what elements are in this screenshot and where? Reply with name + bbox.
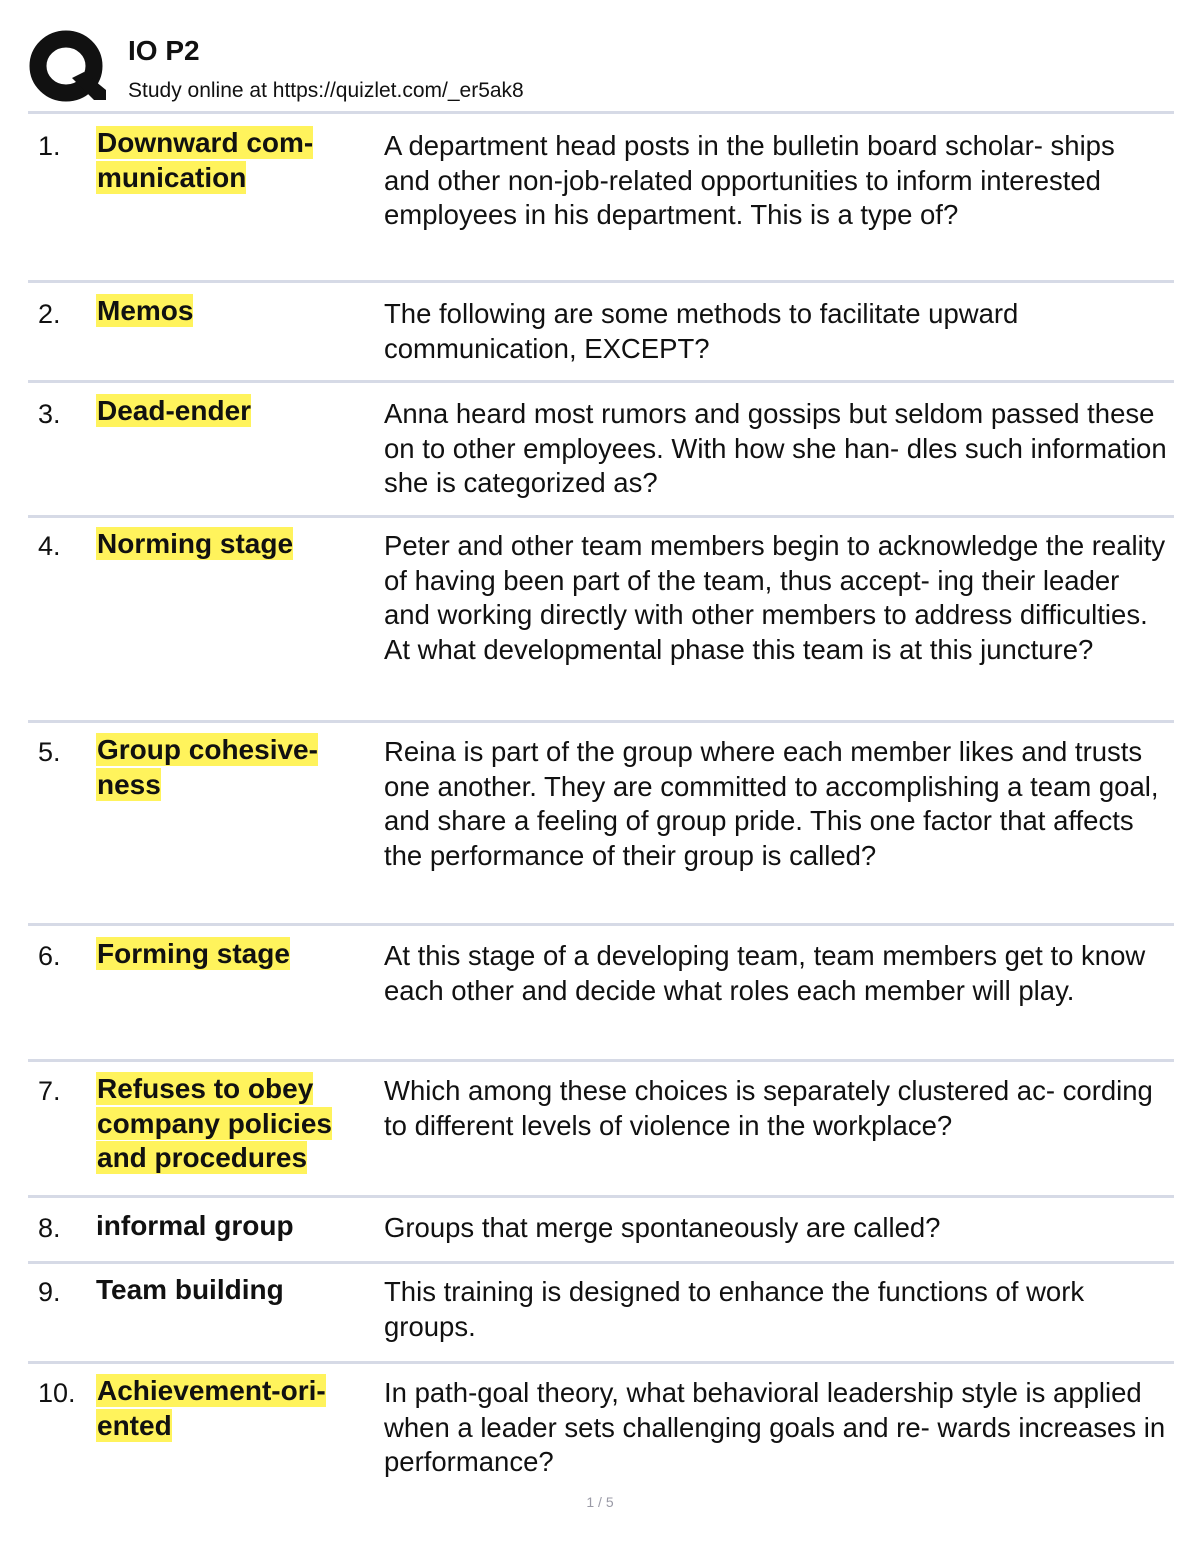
card-term	[96, 937, 372, 972]
card-term-text: Norming stage	[97, 528, 294, 559]
card-definition: Reina is part of the group where each member likes and trusts one another. They are committed to accomplishing a team goal, and share a feeling of group pride. This one factor that affects the performance of their group is called?	[384, 736, 1159, 871]
card-term	[96, 733, 372, 802]
card-term	[96, 294, 372, 329]
card-term-text: Dead-ender	[97, 395, 252, 426]
card-term-text: Achievement-ori- ented	[97, 1375, 326, 1441]
flashcard-row	[28, 114, 1174, 280]
card-definition: The following are some methods to facilitate upward communication, EXCEPT?	[384, 298, 1019, 364]
card-number: 6.	[38, 941, 61, 971]
card-term-text: Memos	[97, 295, 194, 326]
card-definition: Groups that merge spontaneously are called?	[384, 1212, 941, 1243]
card-term-text: Team building	[96, 1274, 284, 1305]
card-term-text: Group cohesive- ness	[97, 734, 318, 800]
card-term	[96, 394, 372, 429]
card-definition: This training is designed to enhance the functions of work groups.	[384, 1276, 1085, 1342]
card-number: 3.	[38, 399, 61, 429]
card-definition: Anna heard most rumors and gossips but seldom passed these on to other employees. With how she han- dles such information she is categorized as?	[384, 398, 1167, 498]
flashcard-row	[28, 926, 1174, 1059]
card-definition: A department head posts in the bulletin board scholar- ships and other non-job-related opportunities to inform interested employees in his department. This is a type of?	[384, 130, 1115, 230]
card-term-text: Refuses to obey company policies and procedures	[97, 1073, 332, 1173]
card-definition: In path-goal theory, what behavioral leadership style is applied when a leader sets challenging goals and re- wards increases in performance?	[384, 1377, 1166, 1477]
document-header	[28, 28, 1174, 108]
card-term-text: Forming stage	[97, 938, 290, 969]
card-definition: At this stage of a developing team, team members get to know each other and decide what roles each member will play.	[384, 940, 1146, 1006]
flashcard-row	[28, 518, 1174, 720]
card-term	[96, 1374, 372, 1443]
flashcard-row	[28, 1364, 1174, 1484]
card-term	[96, 126, 372, 195]
flashcard-row	[28, 1062, 1174, 1195]
flashcard-row	[28, 1264, 1174, 1361]
card-number: 1.	[38, 131, 61, 161]
card-term	[96, 1273, 372, 1308]
card-number: 4.	[38, 531, 61, 561]
card-number: 10.	[38, 1378, 76, 1408]
page-indicator: 1 / 5	[586, 1494, 614, 1510]
card-number: 8.	[38, 1213, 61, 1243]
card-number: 9.	[38, 1277, 61, 1307]
card-term-text: Downward com- munication	[97, 127, 314, 193]
card-number: 7.	[38, 1076, 61, 1106]
card-number: 2.	[38, 299, 61, 329]
flashcard-list	[28, 111, 1174, 1484]
card-definition: Peter and other team members begin to acknowledge the reality of having been part of the team, thus accept- ing their leader and working directly with other members to address difficulties. At what developmental phase this team is at this juncture?	[384, 530, 1166, 665]
flashcard-row	[28, 723, 1174, 923]
card-term	[96, 1209, 372, 1244]
card-term-text: informal group	[96, 1210, 294, 1241]
card-term	[96, 527, 372, 562]
card-number: 5.	[38, 737, 61, 767]
flashcard-row	[28, 283, 1174, 380]
document-title: IO P2	[128, 35, 200, 66]
flashcard-row	[28, 383, 1174, 515]
card-term	[96, 1072, 372, 1176]
quizlet-q-logo-icon	[28, 28, 106, 104]
study-online-link-text: Study online at https://quizlet.com/_er5ak8	[128, 79, 524, 102]
card-definition: Which among these choices is separately clustered ac- cording to different levels of violence in the workplace?	[384, 1075, 1153, 1141]
flashcard-row	[28, 1198, 1174, 1261]
